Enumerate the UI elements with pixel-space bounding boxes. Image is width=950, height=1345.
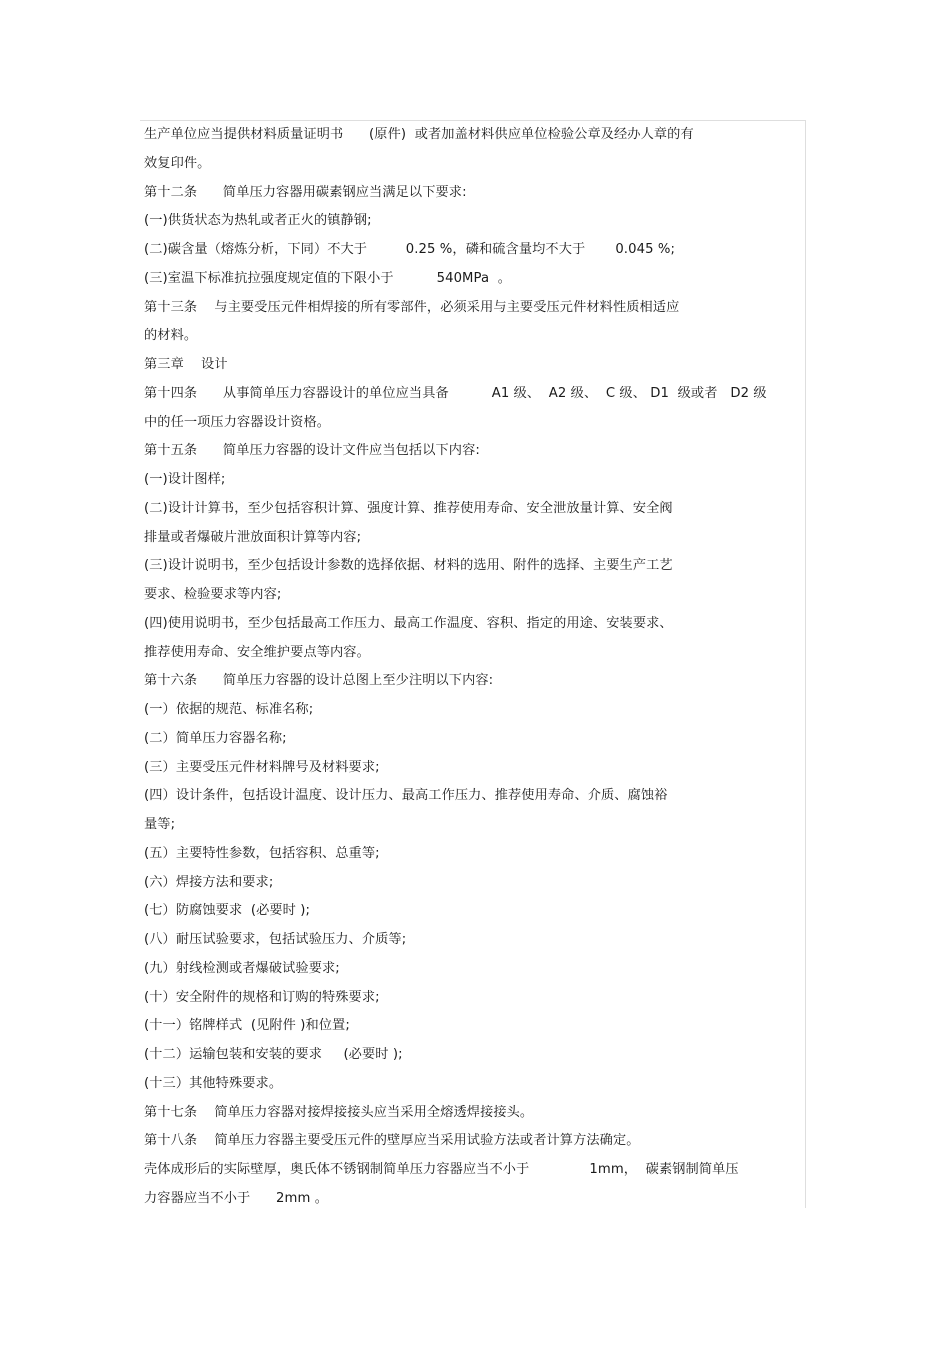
- text-line: (七）防腐蚀要求 (必要时 );: [144, 903, 311, 919]
- text-line: (六）焊接方法和要求;: [144, 874, 274, 890]
- text-line: 力容器应当不小于 2mm 。: [144, 1190, 329, 1206]
- chapter-3-heading: 第三章 设计: [144, 357, 228, 372]
- text-line: (三）主要受压元件材料牌号及材料要求;: [144, 759, 380, 775]
- article-16-heading: 第十六条 简单压力容器的设计总图上至少注明以下内容:: [144, 673, 494, 689]
- text-line: (十一）铭牌样式 (见附件 )和位置;: [144, 1018, 350, 1034]
- article-14-heading: 第十四条 从事简单压力容器设计的单位应当具备 A1 级、 A2 级、 C 级、 D1 级或者 D2 级: [144, 385, 767, 401]
- text-line: (十）安全附件的规格和订购的特殊要求;: [144, 989, 380, 1005]
- text-line: (十二）运输包装和安装的要求 (必要时 );: [144, 1047, 403, 1062]
- text-line: 排量或者爆破片泄放面积计算等内容;: [144, 529, 362, 545]
- article-17-heading: 第十七条 简单压力容器对接焊接接头应当采用全熔透焊接接头。: [144, 1104, 534, 1120]
- text-line: 中的任一项压力容器设计资格。: [144, 414, 331, 430]
- text-line: 的材料。: [144, 328, 198, 344]
- text-line: (四)使用说明书，至少包括最高工作压力、最高工作温度、容积、指定的用途、安装要求、: [144, 615, 673, 631]
- text-line: (一)供货状态为热轧或者正火的镇静钢;: [144, 213, 372, 229]
- text-line: (四）设计条件，包括设计温度、设计压力、最高工作压力、推荐使用寿命、介质、腐蚀裕: [144, 788, 668, 804]
- text-line: (二)设计计算书，至少包括容积计算、强度计算、推荐使用寿命、安全泄放量计算、安全阀: [144, 500, 673, 516]
- text-line: (九）射线检测或者爆破试验要求;: [144, 960, 340, 976]
- article-13-heading: 第十三条 与主要受压元件相焊接的所有零部件，必须采用与主要受压元件材料性质相适应: [144, 299, 680, 315]
- text-line: 生产单位应当提供材料质量证明书 (原件) 或者加盖材料供应单位检验公章及经办人章的有: [144, 127, 694, 142]
- article-18-heading: 第十八条 简单压力容器主要受压元件的壁厚应当采用试验方法或者计算方法确定。: [144, 1133, 640, 1149]
- text-line: 推荐使用寿命、安全维护要点等内容。: [144, 644, 370, 660]
- text-line: (五）主要特性参数，包括容积、总重等;: [144, 845, 380, 861]
- text-line: (三)设计说明书，至少包括设计参数的选择依据、材料的选用、附件的选择、主要生产工艺: [144, 558, 673, 574]
- text-line: 效复印件。: [144, 155, 211, 171]
- text-line: (十三）其他特殊要求。: [144, 1075, 283, 1091]
- text-line: 壳体成形后的实际壁厚，奥氏体不锈钢制简单压力容器应当不小于 1mm， 碳素钢制简单压: [144, 1162, 739, 1177]
- text-line: (三)室温下标准抗拉强度规定值的下限小于 540MPa 。: [144, 270, 512, 286]
- document-body: [144, 121, 806, 1214]
- text-line: 量等;: [144, 817, 176, 832]
- article-15-heading: 第十五条 简单压力容器的设计文件应当包括以下内容:: [144, 443, 480, 459]
- text-line: 要求、检验要求等内容;: [144, 587, 282, 602]
- text-line: (二）简单压力容器名称;: [144, 730, 287, 746]
- text-line: (二)碳含量（熔炼分析，下同）不大于 0.25 %，磷和硫含量均不大于 0.045 %;: [144, 242, 676, 257]
- article-12-heading: 第十二条 简单压力容器用碳素钢应当满足以下要求:: [144, 184, 467, 200]
- text-line: (一）依据的规范、标准名称;: [144, 702, 314, 717]
- text-line: (一)设计图样;: [144, 472, 226, 487]
- text-line: (八）耐压试验要求，包括试验压力、介质等;: [144, 932, 407, 947]
